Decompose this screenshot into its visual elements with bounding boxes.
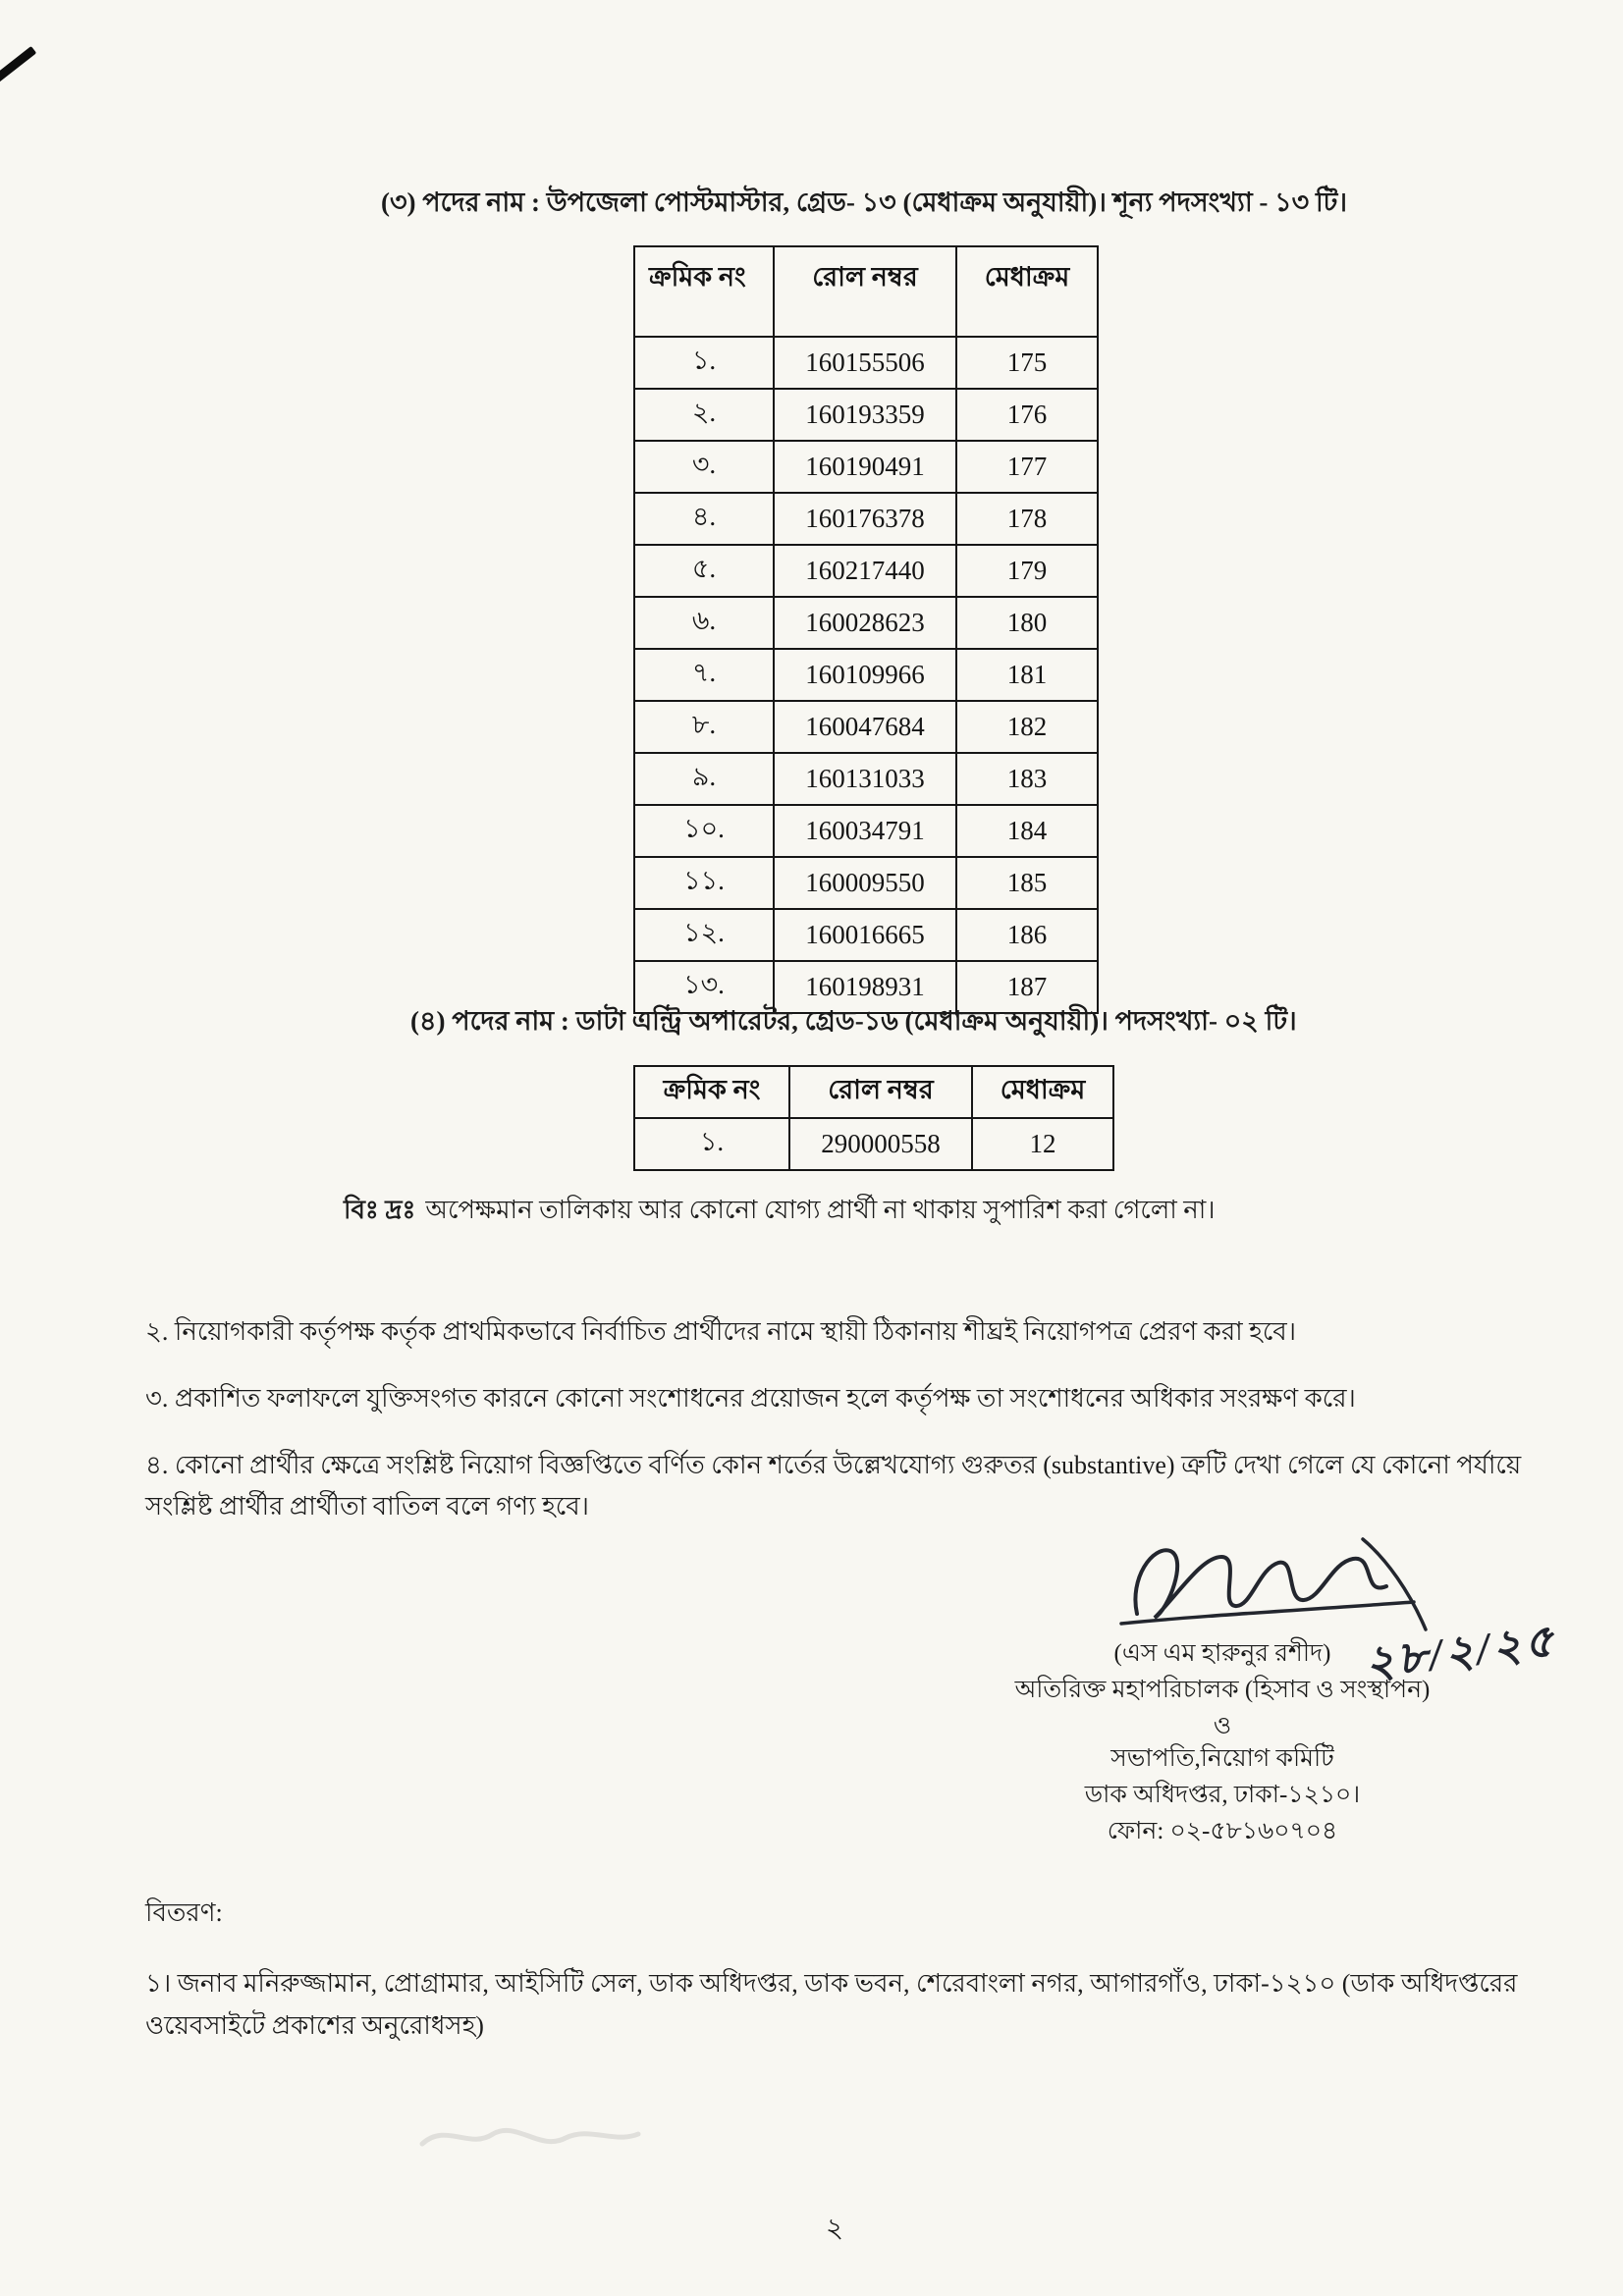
table-cell: ৭. [634,649,774,701]
grade13-result-table [633,245,1099,1014]
table-header-row [634,246,1098,337]
table-cell: 187 [956,961,1098,1013]
table-row [634,701,1098,753]
signatory-role: সভাপতি,নিয়োগ কমিটি [1110,1745,1334,1772]
note-line [344,1190,1216,1233]
clause-substantive-error: ৪. কোনো প্রার্থীর ক্ষেত্রে সংশ্লিষ্ট নিয়োগ বিজ্ঞপ্তিতে বর্ণিত কোন শর্তের উল্লেখযোগ্য গুরুতর (substantive) ত্রুটি দেখা গেলে যে কোনো পর্যায়ে সংশ্লিষ্ট প্রার্থীর প্রার্থীতা বাতিল বলে গণ্য হবে। [145,1451,1522,1521]
table-row [634,337,1098,389]
table-cell: 185 [956,857,1098,909]
table-cell: 160016665 [774,909,956,961]
grade16-result-table [633,1065,1114,1171]
table-cell: 186 [956,909,1098,961]
note-text: অপেক্ষমান তালিকায় আর কোনো যোগ্য প্রার্থী না থাকায় সুপারিশ করা গেলো না। [425,1196,1216,1224]
table-cell: 160109966 [774,649,956,701]
table-cell: ১. [634,1118,789,1170]
table-cell: 160198931 [774,961,956,1013]
table-cell: 290000558 [789,1118,972,1170]
table-cell: 182 [956,701,1098,753]
table-cell: 181 [956,649,1098,701]
table-row [634,649,1098,701]
table-row [634,545,1098,597]
table-row [634,441,1098,493]
table-row [634,493,1098,545]
table-cell: 160009550 [774,857,956,909]
scan-artifact [0,46,36,84]
table-cell: 160034791 [774,805,956,857]
grade13-table-body [634,337,1098,1013]
table-cell: 160217440 [774,545,956,597]
column-header-serial: ক্রমিক নং [634,1066,789,1118]
distribution-item: ১। জনাব মনিরুজ্জামান, প্রোগ্রামার, আইসিটি সেল, ডাক অধিদপ্তর, ডাক ভবন, শেরেবাংলা নগর, আগারগাঁও, ঢাকা-১২১০ (ডাক অধিদপ্তরের ওয়েবসাইটে প্রকাশের অনুরোধসহ) [145,1969,1518,2040]
table-cell: ৮. [634,701,774,753]
clause-appointment-letters: ২. নিয়োগকারী কর্তৃপক্ষ কর্তৃক প্রাথমিকভাবে নির্বাচিত প্রার্থীদের নামে স্থায়ী ঠিকানায় শীঘ্রই নিয়োগপত্র প্রেরণ করা হবে। [145,1317,1297,1346]
table-cell: 179 [956,545,1098,597]
table-cell: 160131033 [774,753,956,805]
table-cell: 160028623 [774,597,956,649]
table-cell: 177 [956,441,1098,493]
table-row [634,1118,1113,1170]
table-cell: ৫. [634,545,774,597]
table-cell: 176 [956,389,1098,441]
table-cell: 160047684 [774,701,956,753]
pencil-smudge [412,2101,648,2169]
table-cell: ৩. [634,441,774,493]
table-cell: ১. [634,337,774,389]
grade16-table-body [634,1118,1113,1170]
section-grade13-heading: (৩) পদের নাম : উপজেলা পোস্টমাস্টার, গ্রেড- ১৩ (মেধাক্রম অনুযায়ী)। শূন্য পদসংখ্যা - ১৩ টি। [381,187,1348,217]
table-cell: ৬. [634,597,774,649]
table-row [634,389,1098,441]
clause-correction-rights: ৩. প্রকাশিত ফলাফলে যুক্তিসংগত কারনে কোনো সংশোধনের প্রয়োজন হলে কর্তৃপক্ষ তা সংশোধনের অধিকার সংরক্ষণ করে। [145,1384,1356,1413]
table-cell: 175 [956,337,1098,389]
table-cell: ৪. [634,493,774,545]
signatory-office: ডাক অধিদপ্তর, ঢাকা-১২১০। [1084,1782,1361,1808]
table-cell: 12 [972,1118,1113,1170]
column-header-roll: রোল নম্বর [789,1066,972,1118]
signatory-phone: ফোন: ০২-৫৮১৬০৭০৪ [1107,1818,1338,1844]
table-cell: 178 [956,493,1098,545]
table-cell: ১০. [634,805,774,857]
table-cell: 160190491 [774,441,956,493]
column-header-merit: মেধাক্রম [972,1066,1113,1118]
column-header-roll: রোল নম্বর [774,246,956,337]
table-header-row [634,1066,1113,1118]
column-header-serial: ক্রমিক নং [634,246,774,337]
table-cell: 160155506 [774,337,956,389]
signature-block [977,1641,1468,1855]
note-prefix: বিঃ দ্রঃ [344,1196,416,1224]
table-cell: ১৩. [634,961,774,1013]
section-grade16-heading: (৪) পদের নাম : ডাটা এন্ট্রি অপারেটর, গ্রেড-১৬ (মেধাক্রম অনুযায়ী)। পদসংখ্যা- ০২ টি। [410,1006,1297,1036]
signatory-conjunction: ও [1213,1713,1232,1739]
table-cell: 160176378 [774,493,956,545]
table-row [634,805,1098,857]
signatory-title: অতিরিক্ত মহাপরিচালক (হিসাব ও সংস্থাপন) [1014,1677,1431,1703]
table-row [634,909,1098,961]
table-row [634,753,1098,805]
table-cell: ৯. [634,753,774,805]
table-cell: ২. [634,389,774,441]
table-row [634,597,1098,649]
table-cell: 160193359 [774,389,956,441]
table-cell: 184 [956,805,1098,857]
page-number: ২ [825,2214,844,2244]
distribution-label: বিতরণ: [145,1898,223,1927]
table-cell: ১২. [634,909,774,961]
table-row [634,857,1098,909]
table-cell: 180 [956,597,1098,649]
table-cell: ১১. [634,857,774,909]
handwritten-date: ২৮/২/২৫ [1362,1615,1559,1688]
table-cell: 183 [956,753,1098,805]
column-header-merit: মেধাক্রম [956,246,1098,337]
signatory-name: (এস এম হারুনুর রশীদ) [1113,1640,1331,1667]
